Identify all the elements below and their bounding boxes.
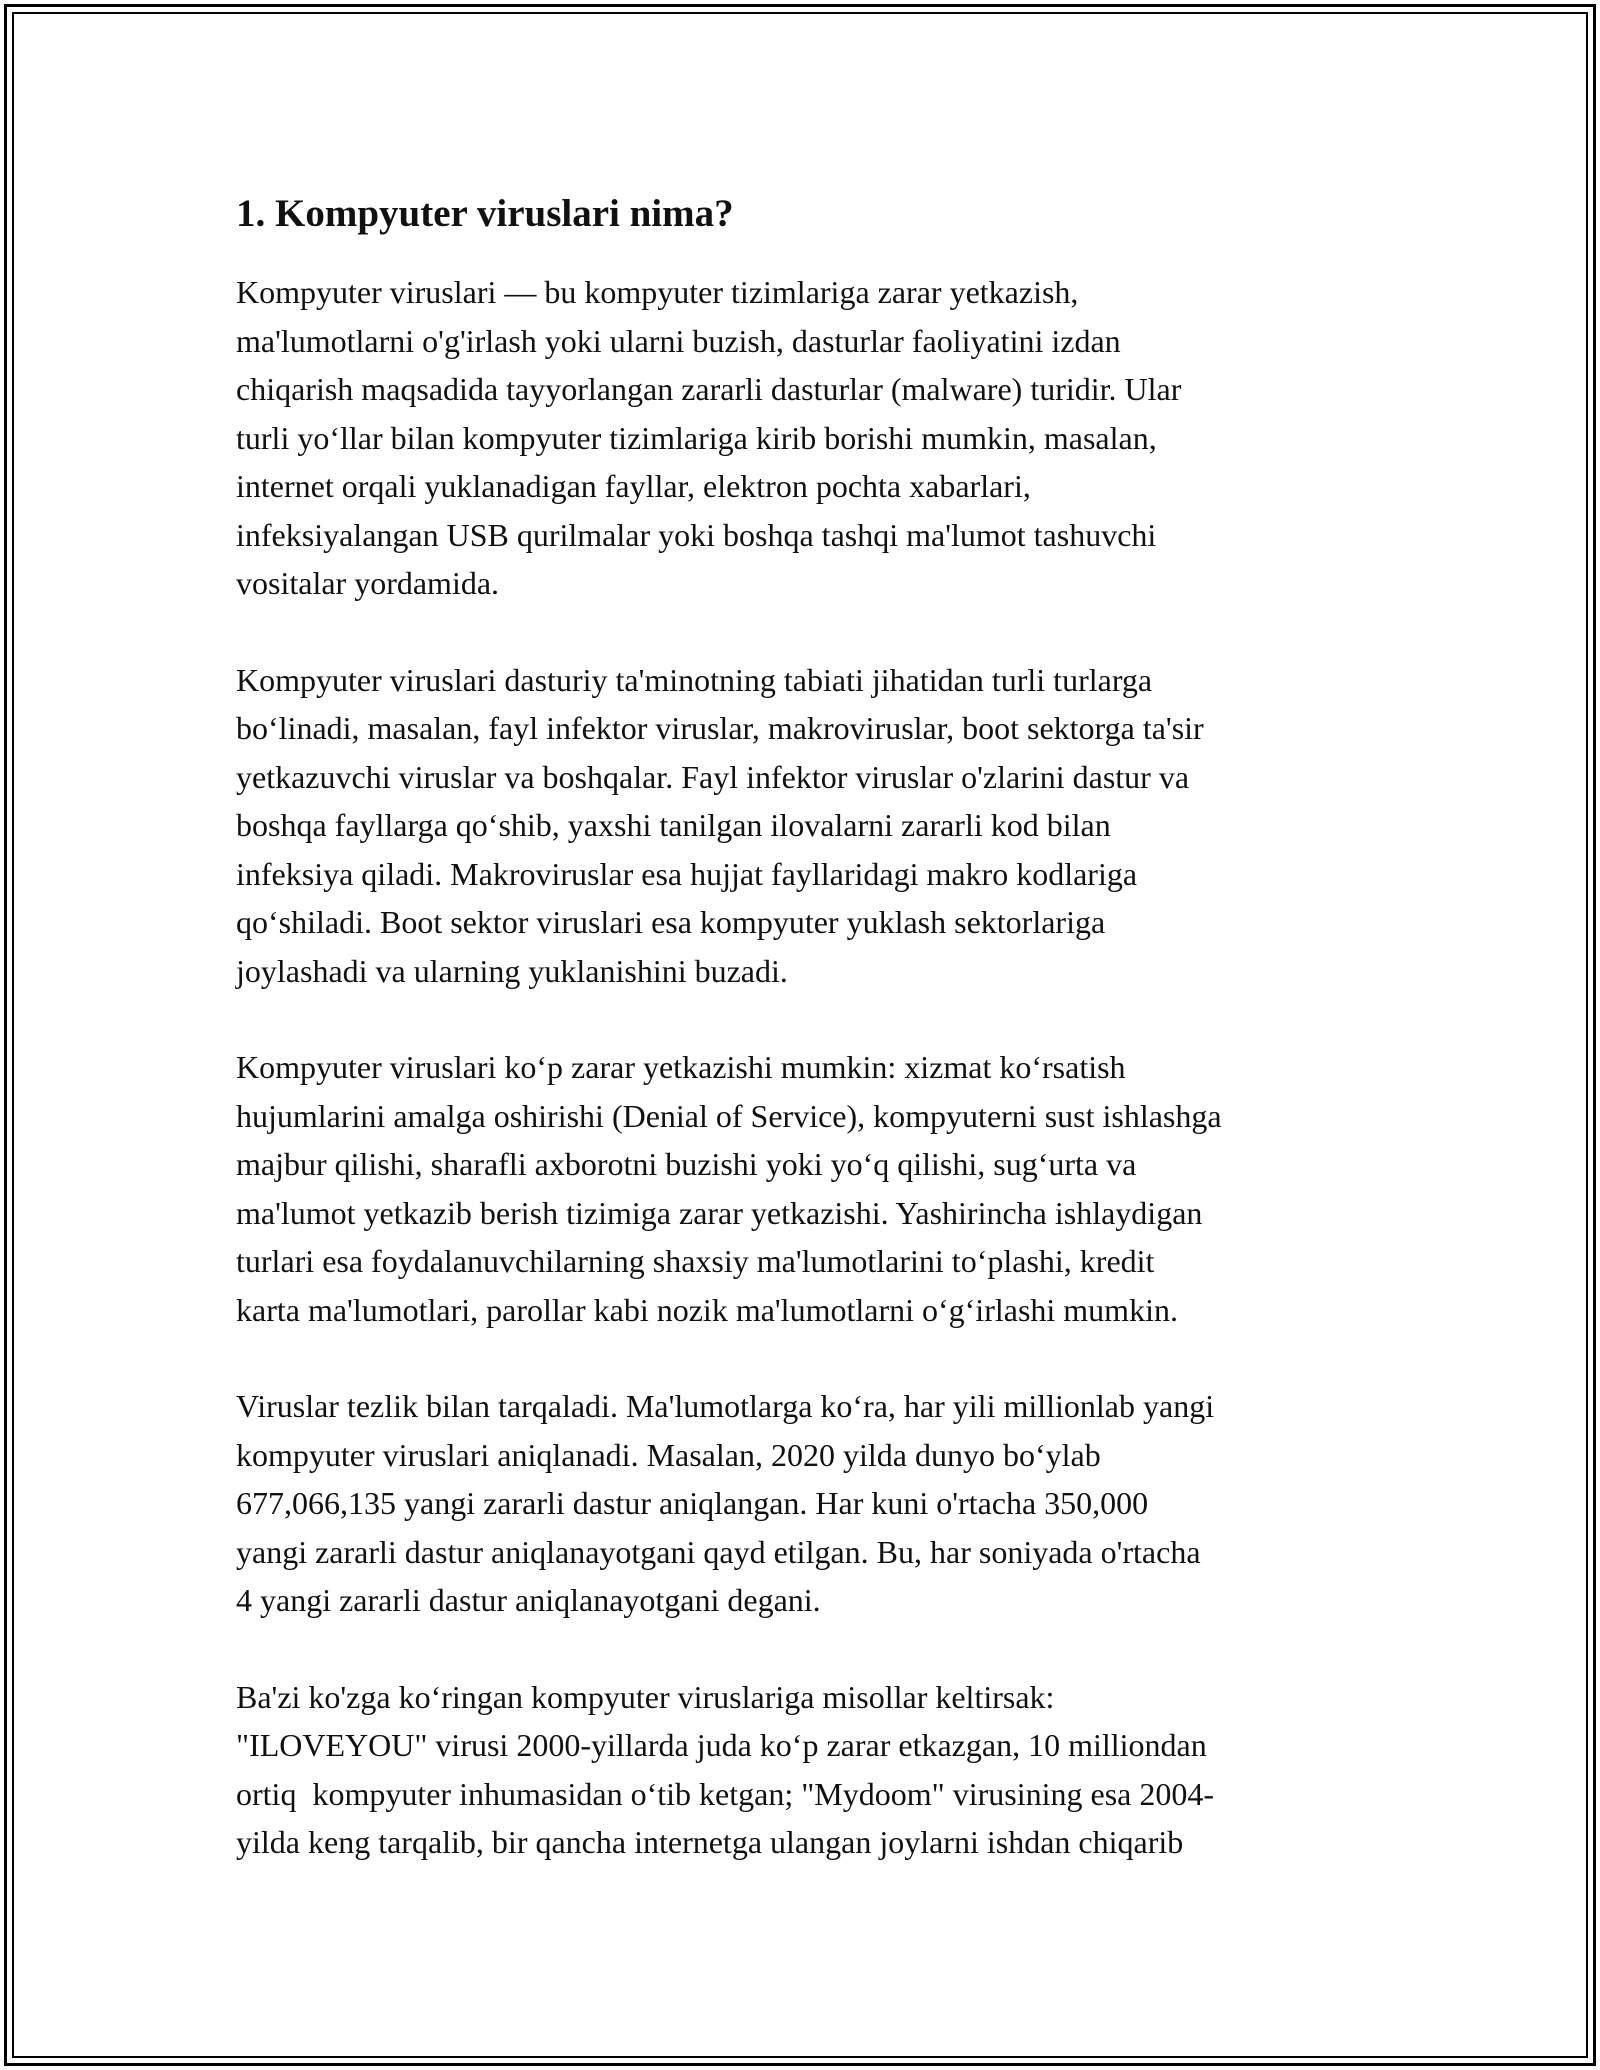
paragraph-3 xyxy=(236,1043,1386,1334)
text-line: Kompyuter viruslari ko‘p zarar yetkazishi mumkin: xizmat ko‘rsatish xyxy=(236,1049,1126,1085)
paragraph-1 xyxy=(236,268,1386,608)
paragraph-spacer xyxy=(236,608,1386,656)
text-line: chiqarish maqsadida tayyorlangan zararli dasturlar (malware) turidir. Ular xyxy=(236,371,1182,407)
text-line: boshqa fayllarga qo‘shib, yaxshi tanilgan ilovalarni zararli kod bilan xyxy=(236,807,1111,843)
text-line: majbur qilishi, sharafli axborotni buzishi yoki yo‘q qilishi, sug‘urta va xyxy=(236,1146,1137,1182)
paragraph-2 xyxy=(236,656,1386,996)
text-line: infeksiya qiladi. Makroviruslar esa hujjat fayllaridagi makro kodlariga xyxy=(236,855,1138,892)
text-line: Viruslar tezlik bilan tarqaladi. Ma'lumotlarga ko‘ra, har yili millionlab yangi xyxy=(236,1388,1215,1424)
text-line: kompyuter viruslari aniqlanadi. Masalan, 2020 yilda dunyo bo‘ylab xyxy=(236,1436,1101,1473)
text-line: turli yo‘llar bilan kompyuter tizimlariga kirib borishi mumkin, masalan, xyxy=(236,419,1157,456)
text-line: Kompyuter viruslari — bu kompyuter tizimlariga zarar yetkazish, xyxy=(236,274,1079,310)
text-line: "ILOVEYOU" virusi 2000-yillarda juda ko‘p zarar etkazgan, 10 milliondan xyxy=(236,1727,1207,1763)
text-line: 677,066,135 yangi zararli dastur aniqlangan. Har kuni o'rtacha 350,000 xyxy=(236,1485,1149,1521)
text-line: Ba'zi ko'zga ko‘ringan kompyuter viruslariga misollar keltirsak: xyxy=(236,1678,1055,1715)
text-line: turlari esa foydalanuvchilarning shaxsiy ma'lumotlarini to‘plashi, kredit xyxy=(236,1243,1155,1279)
text-line: 4 yangi zararli dastur aniqlanayotgani degani. xyxy=(236,1582,821,1618)
text-line: joylashadi va ularning yuklanishini buzadi. xyxy=(236,952,788,989)
text-line: qo‘shiladi. Boot sektor viruslari esa kompyuter yuklash sektorlariga xyxy=(236,904,1106,940)
text-line: yetkazuvchi viruslar va boshqalar. Fayl infektor viruslar o'zlarini dastur va xyxy=(236,758,1190,795)
text-line: hujumlarini amalga oshirishi (Denial of Service), kompyuterni sust ishlashga xyxy=(236,1097,1222,1134)
text-line: bo‘linadi, masalan, fayl infektor viruslar, makroviruslar, boot sektorga ta'sir xyxy=(236,710,1204,746)
text-line: karta ma'lumotlari, parollar kabi nozik ma'lumotlarni o‘g‘irlashi mumkin. xyxy=(236,1291,1178,1328)
section-heading: 1. Kompyuter viruslari nima? xyxy=(236,192,734,235)
text-line: internet orqali yuklanadigan fayllar, elektron pochta xabarlari, xyxy=(236,468,1031,504)
document-body xyxy=(236,188,1386,1867)
text-line: ma'lumot yetkazib berish tizimiga zarar yetkazishi. Yashirincha ishlaydigan xyxy=(236,1194,1203,1231)
paragraph-5 xyxy=(236,1673,1386,1867)
text-line: vositalar yordamida. xyxy=(236,565,500,601)
paragraph-4 xyxy=(236,1382,1386,1625)
paragraph-spacer xyxy=(236,1625,1386,1673)
text-line: Kompyuter viruslari dasturiy ta'minotning tabiati jihatidan turli turlarga xyxy=(236,661,1153,698)
text-line: ortiq kompyuter inhumasidan o‘tib ketgan; "Mydoom" virusining esa 2004- xyxy=(236,1775,1214,1812)
paragraph-spacer xyxy=(236,995,1386,1043)
text-line: ma'lumotlarni o'g'irlash yoki ularni buzish, dasturlar faoliyatini izdan xyxy=(236,322,1121,359)
text-line: yangi zararli dastur aniqlanayotgani qayd etilgan. Bu, har soniyada o'rtacha xyxy=(236,1533,1201,1570)
text-line: infeksiyalangan USB qurilmalar yoki boshqa tashqi ma'lumot tashuvchi xyxy=(236,516,1157,553)
paragraph-spacer xyxy=(236,1334,1386,1382)
text-line: yilda keng tarqalib, bir qancha internetga ulangan joylarni ishdan chiqarib xyxy=(236,1824,1184,1860)
